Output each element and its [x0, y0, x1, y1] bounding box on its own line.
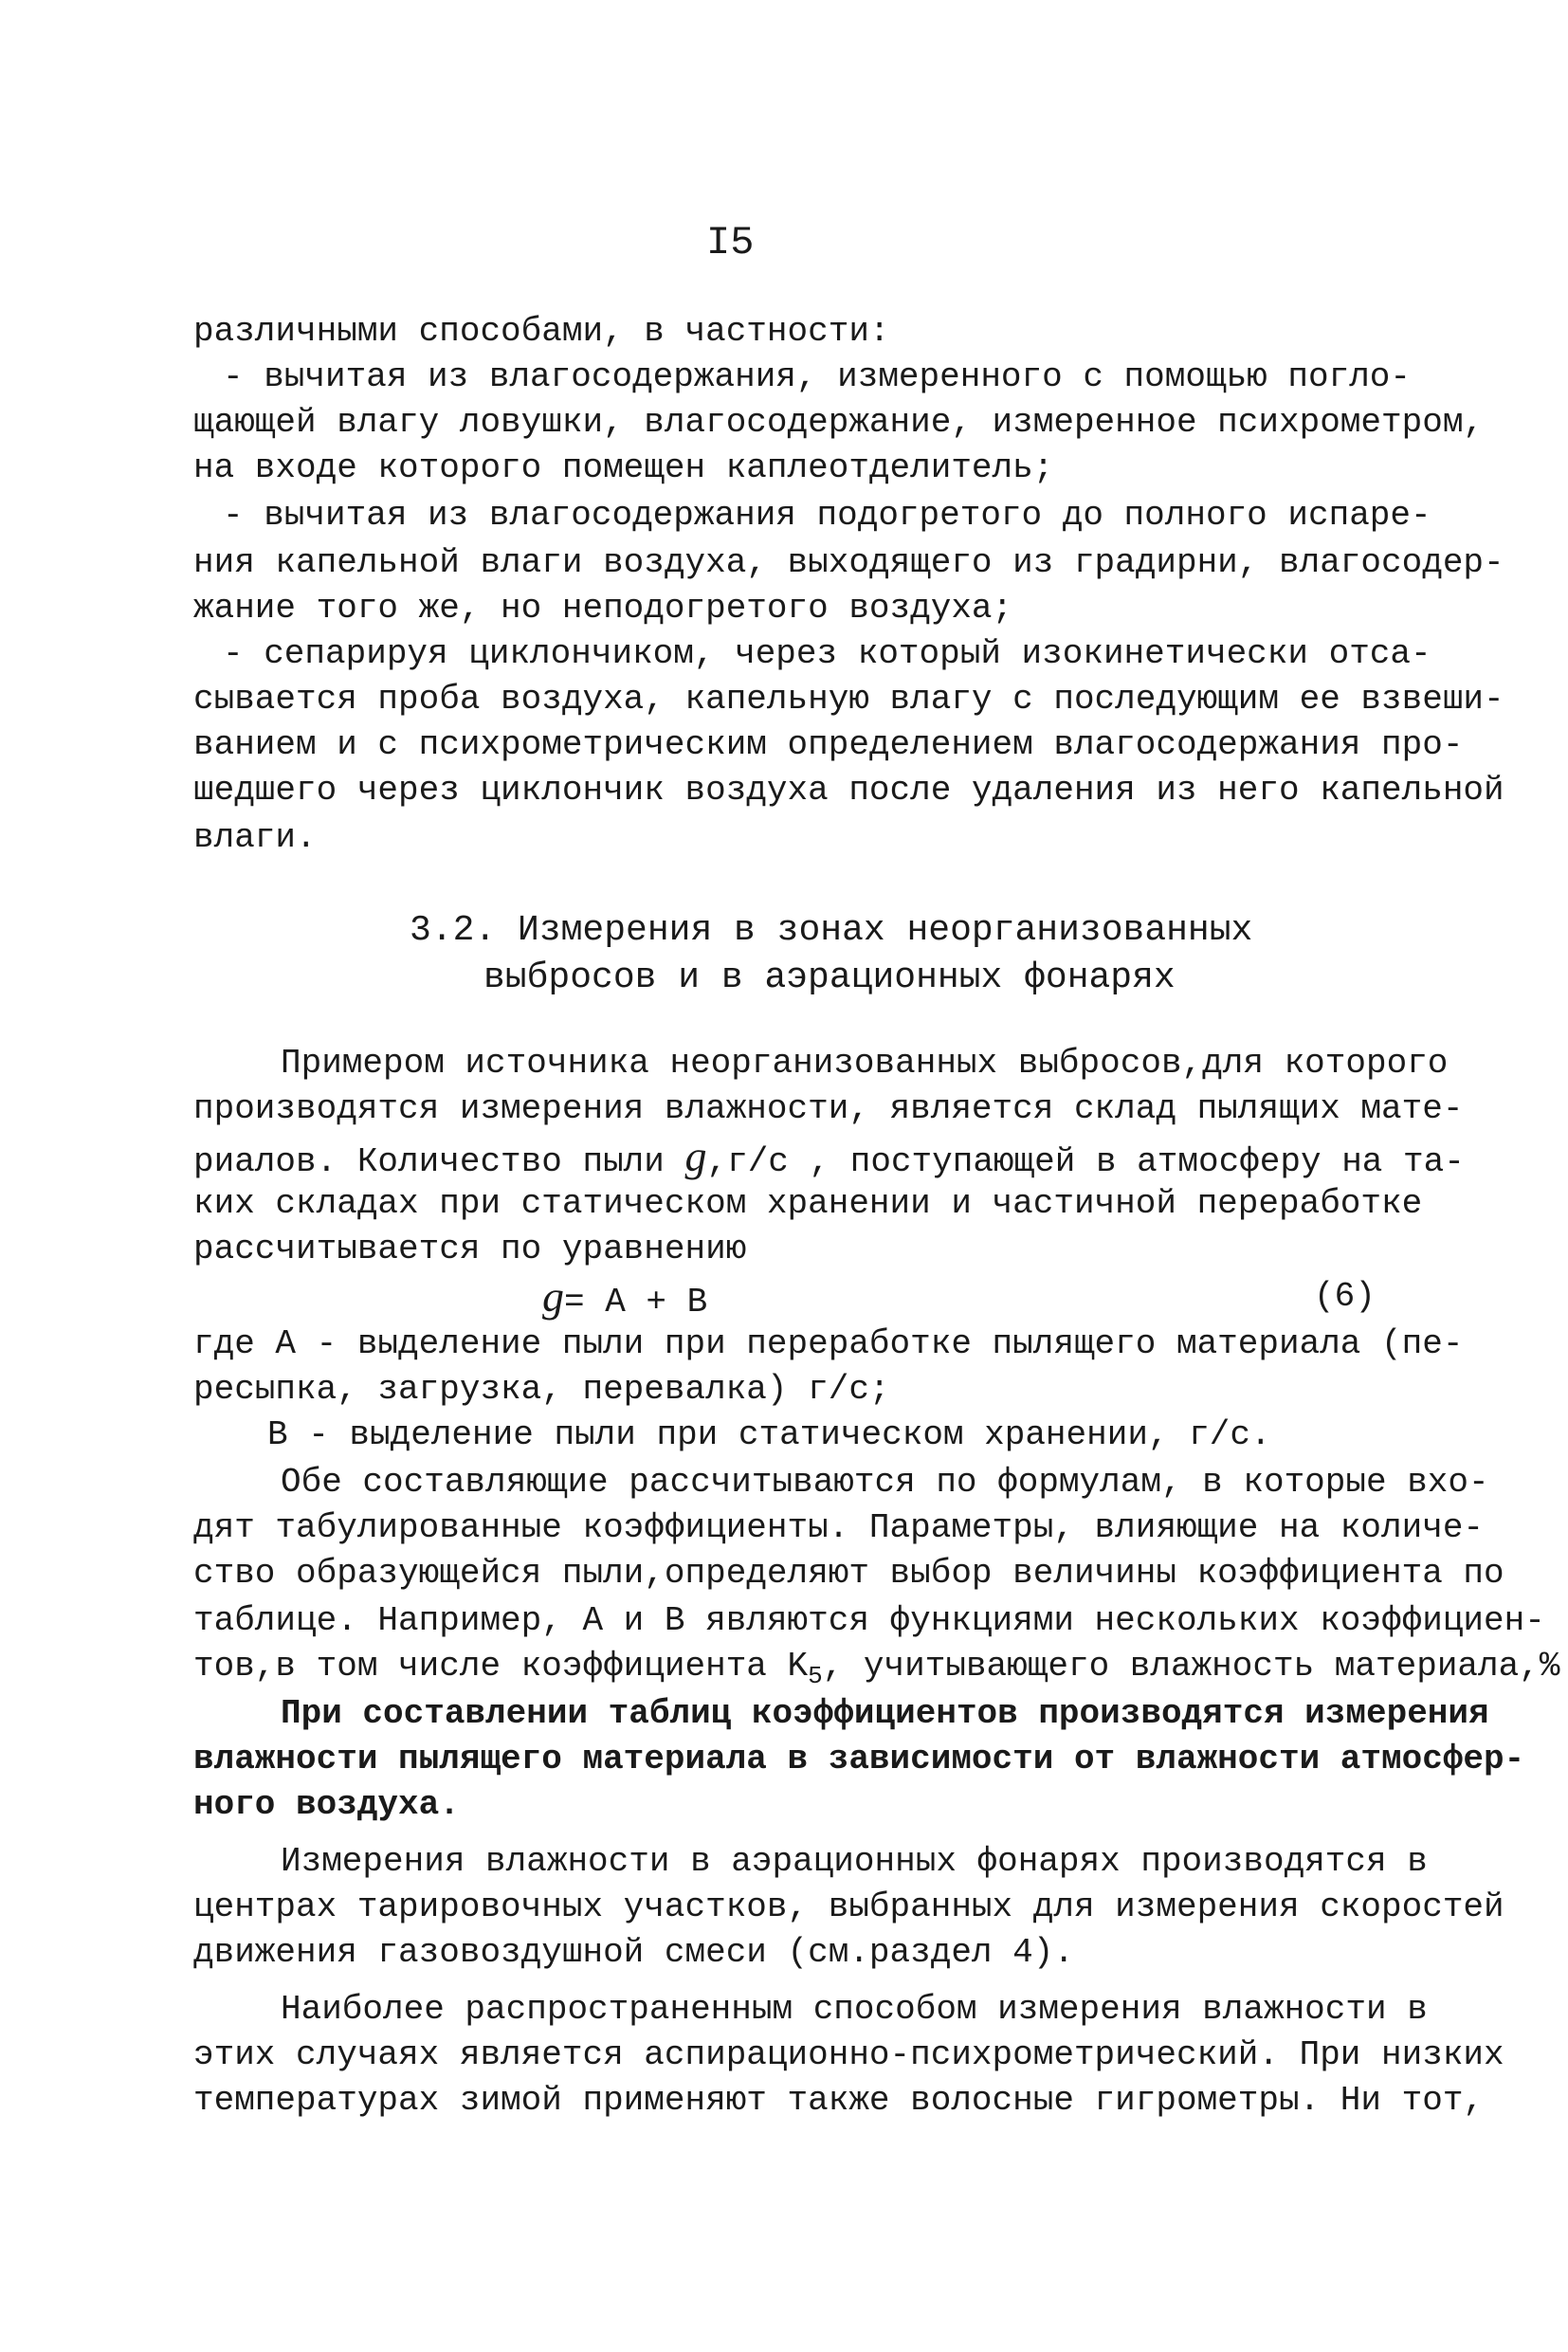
- para1-line: производятся измерения влажности, является склад пылящих мате-: [193, 1089, 1464, 1128]
- para5-line: температурах зимой применяют также волосные гигрометры. Ни тот,: [193, 2081, 1485, 2120]
- intro-line: различными способами, в частности:: [193, 312, 890, 351]
- definition-line: ресыпка, загрузка, перевалка) г/с;: [193, 1370, 890, 1409]
- equation-number: (6): [1314, 1277, 1376, 1316]
- intro-line: на входе которого помещен каплеотделитель;: [193, 448, 1054, 487]
- para2-line: дят табулированные коэффициенты. Параметры, влияющие на количе-: [193, 1508, 1485, 1547]
- para2-text: , учитывающего влажность материала,%: [822, 1647, 1560, 1686]
- para2-line: ство образующейся пыли,определяют выбор величины коэффициента по: [193, 1554, 1504, 1593]
- equation-symbol-g: g: [542, 1272, 564, 1321]
- para1-line: Примером источника неорганизованных выбросов,для которого: [281, 1044, 1449, 1083]
- para2-text: тов,в том числе коэффициента K: [193, 1647, 809, 1686]
- para1-line: рассчитывается по уравнению: [193, 1230, 747, 1268]
- intro-line: ния капельной влаги воздуха, выходящего из градирни, влагосодер-: [193, 543, 1504, 582]
- para3-line: ного воздуха.: [193, 1785, 460, 1824]
- intro-line: - вычитая из влагосодержания подогретого до полного испаре-: [223, 496, 1431, 535]
- section-heading-line1: 3.2. Измерения в зонах неорганизованных: [410, 910, 1253, 951]
- intro-line: ванием и с психрометрическим определением влагосодержания про-: [193, 725, 1464, 764]
- equation-rhs: = A + B: [564, 1283, 708, 1322]
- para3-line: При составлении таблиц коэффициентов производятся измерения: [281, 1694, 1489, 1733]
- para1-line: ких складах при статическом хранении и частичной переработке: [193, 1184, 1423, 1223]
- para2-line: таблице. Например, A и B являются функциями нескольких коэффициен-: [193, 1601, 1545, 1640]
- para1-line: [193, 1134, 1465, 1185]
- intro-line: щающей влагу ловушки, влагосодержание, измеренное психрометром,: [193, 403, 1485, 442]
- para4-line: центрах тарировочных участков, выбранных для измерения скоростей: [193, 1887, 1504, 1926]
- para1-text: риалов. Количество пыли: [193, 1142, 685, 1181]
- intro-line: шедшего через циклончик воздуха после удаления из него капельной: [193, 771, 1504, 810]
- para5-line: этих случаях является аспирационно-психрометрический. При низких: [193, 2035, 1504, 2074]
- intro-line: влаги.: [193, 818, 317, 857]
- intro-line: жание того же, но неподогретого воздуха;: [193, 589, 1013, 628]
- equation: [542, 1274, 707, 1325]
- page-number: I5: [706, 220, 755, 265]
- para2-line: Обе составляющие рассчитываются по формулам, в которые вхо-: [281, 1463, 1489, 1502]
- para1-text: ,г/с , поступающей в атмосферу на та-: [706, 1142, 1465, 1181]
- intro-line: - вычитая из влагосодержания, измеренного с помощью погло-: [223, 357, 1412, 396]
- section-heading-line2: выбросов и в аэрационных фонарях: [483, 957, 1176, 998]
- intro-line: сывается проба воздуха, капельную влагу с последующим ее взвеши-: [193, 680, 1504, 719]
- subscript: 5: [808, 1662, 823, 1691]
- symbol-g: g: [684, 1132, 707, 1180]
- para5-line: Наиболее распространенным способом измерения влажности в: [281, 1990, 1428, 2029]
- intro-line: - сепарируя циклончиком, через который изокинетически отса-: [223, 634, 1431, 673]
- para4-line: Измерения влажности в аэрационных фонарях производятся в: [281, 1842, 1428, 1881]
- para3-line: влажности пылящего материала в зависимости от влажности атмосфер-: [193, 1740, 1525, 1778]
- definition-line: B - выделение пыли при статическом хранении, г/с.: [267, 1415, 1271, 1454]
- definition-line: где A - выделение пыли при переработке пылящего материала (пе-: [193, 1324, 1464, 1363]
- para4-line: движения газовоздушной смеси (см.раздел 4).: [193, 1933, 1074, 1972]
